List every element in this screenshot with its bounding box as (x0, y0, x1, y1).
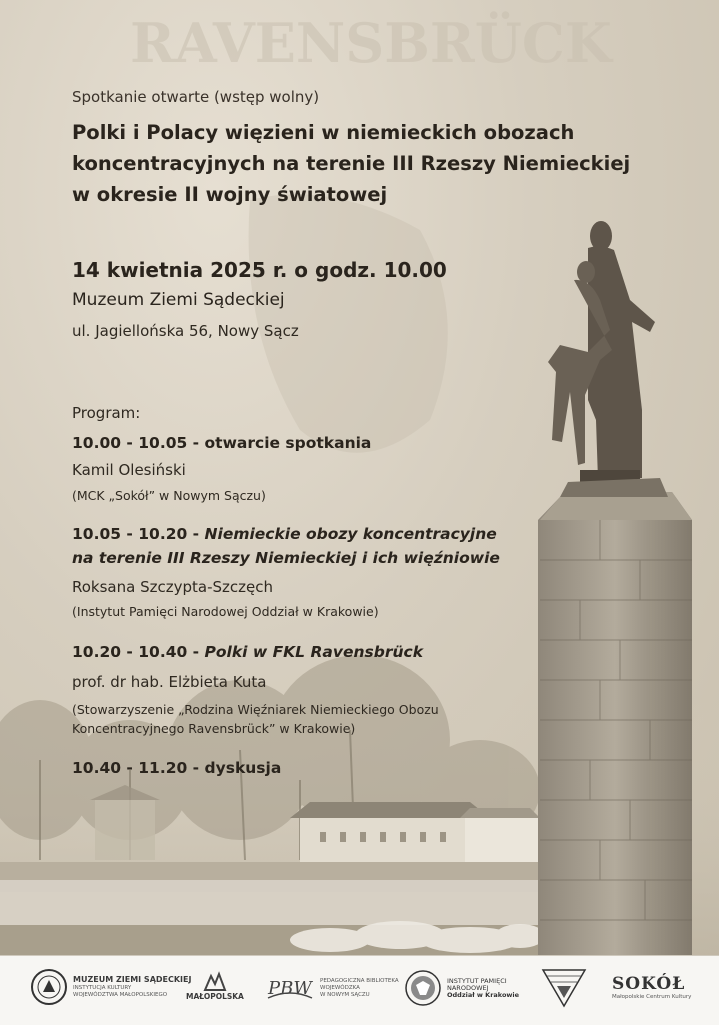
logo-text: Małopolskie Centrum Kultury (612, 994, 692, 1000)
program-affiliation: (Stowarzyszenie „Rodzina Więźniarek Niemieckiego Obozu (72, 702, 439, 717)
title-line: koncentracyjnych na terenie III Rzeszy Niemieckiej (72, 152, 631, 175)
program-item-title (72, 643, 423, 661)
triangle-badge-icon (541, 968, 587, 1008)
logo-text: Oddział w Krakowie (447, 990, 520, 999)
program-topic: dyskusja (204, 759, 282, 777)
event-date: 14 kwietnia 2025 r. o godz. 10.00 (72, 258, 447, 282)
program-speaker: Kamil Olesiński (72, 461, 186, 479)
logo-triangle[interactable] (541, 968, 587, 1008)
event-address: ul. Jagiellońska 56, Nowy Sącz (72, 322, 299, 340)
logo-text: INSTYTUT PAMIĘCI (447, 976, 507, 985)
program-time: 10.20 - 10.40 - (72, 643, 200, 661)
program-topic: Niemieckie obozy koncentracyjne (204, 525, 497, 543)
ipn-eagle-icon (404, 969, 442, 1007)
pbw-icon (266, 974, 314, 1002)
program-item-title (72, 434, 371, 452)
program-time: 10.40 - 11.20 - (72, 759, 200, 777)
program-affiliation: (MCK „Sokół” w Nowym Sączu) (72, 488, 266, 503)
barrack-building (290, 802, 540, 862)
program-item-title (72, 759, 281, 777)
logo-text: MUZEUM ZIEMI SĄDECKIEJ (73, 975, 192, 984)
logo-text: NARODOWEJ (447, 983, 489, 992)
program-affiliation: (Instytut Pamięci Narodowej Oddział w Krakowie) (72, 604, 379, 619)
logo-muzeum[interactable] (30, 968, 191, 1006)
logo-ipn[interactable] (404, 969, 519, 1007)
program-label: Program: (72, 404, 141, 422)
logo-text: MAŁOPOLSKA (186, 992, 244, 1001)
program-affiliation: Koncentracyjnego Ravensbrück” w Krakowie) (72, 721, 356, 736)
title-line: w okresie II wojny światowej (72, 183, 388, 206)
program-topic: na terenie III Rzeszy Niemieckiej i ich więźniowie (72, 549, 500, 567)
sokol-icon: SOKÓŁ (612, 974, 686, 994)
program-time: 10.05 - 10.20 - (72, 525, 200, 543)
logo-text: W NOWYM SĄCZU (320, 991, 370, 998)
logo-text: WOJEWÓDZKA (320, 984, 360, 991)
logo-pbw[interactable] (266, 974, 399, 1002)
monument-pillar (538, 492, 692, 955)
title-line: Polki i Polacy więzieni w niemieckich obozach (72, 121, 575, 144)
program-item-title-cont (72, 549, 500, 567)
footer-logos (0, 955, 719, 1025)
page-title (72, 117, 672, 210)
svg-text:PBW: PBW (268, 978, 312, 999)
wall-inscription: RAVENSBRÜCK (130, 11, 612, 75)
logo-text: PEDAGOGICZNA BIBLIOTEKA (320, 977, 399, 984)
program-topic: Polki w FKL Ravensbrück (204, 643, 423, 661)
program-time: 10.00 - 10.05 - (72, 434, 200, 452)
logo-text: INSTYTUCJA KULTURY (73, 985, 132, 991)
program-speaker: Roksana Szczypta-Szczęch (72, 578, 273, 596)
logo-text: WOJEWÓDZTWA MAŁOPOLSKIEGO (73, 992, 168, 998)
statue-figure (548, 221, 668, 497)
program-speaker: prof. dr hab. Elżbieta Kuta (72, 673, 267, 691)
logo-malopolska[interactable] (186, 970, 244, 1002)
logo-sokol[interactable] (612, 974, 691, 1001)
event-venue: Muzeum Ziemi Sądeckiej (72, 290, 285, 310)
intro-text: Spotkanie otwarte (wstęp wolny) (72, 88, 320, 106)
museum-seal-icon (30, 968, 68, 1006)
program-topic: otwarcie spotkania (204, 434, 372, 452)
program-item-title (72, 525, 497, 543)
malopolska-icon (203, 970, 227, 992)
